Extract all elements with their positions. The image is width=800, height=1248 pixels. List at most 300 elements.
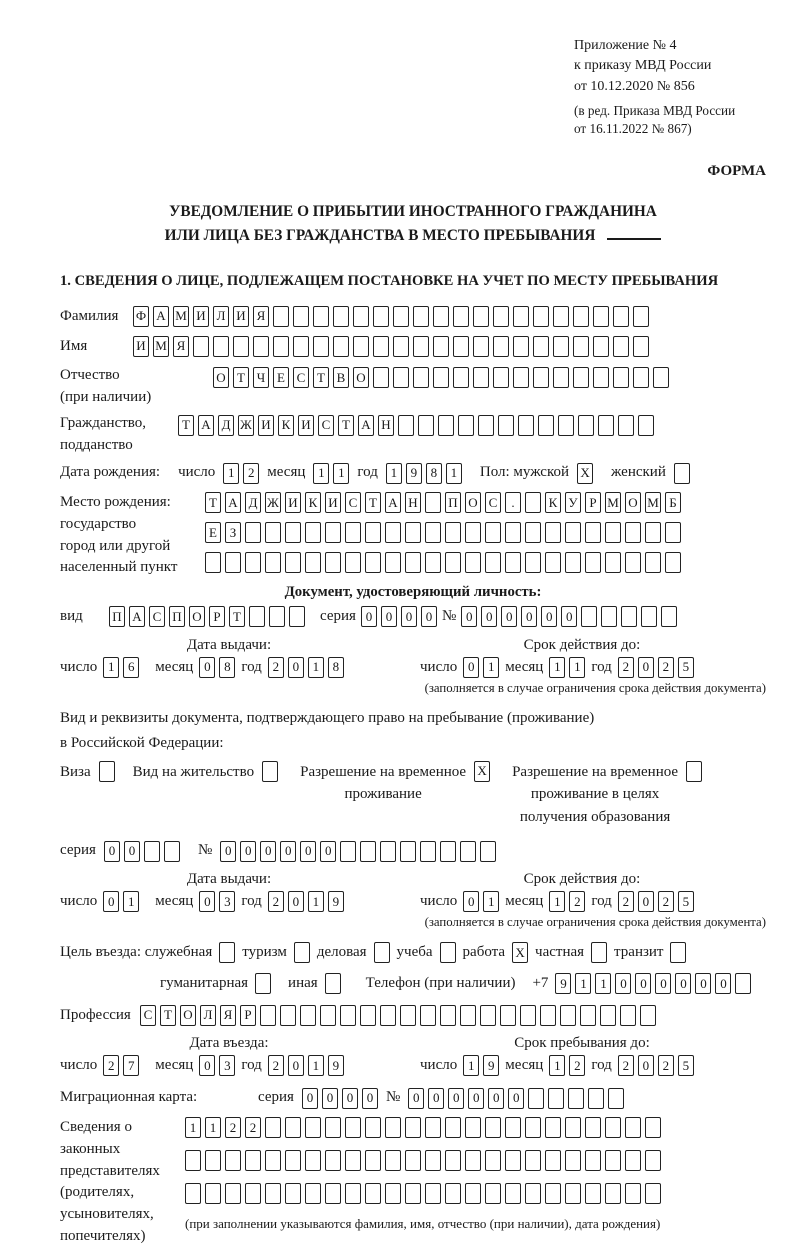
char-cell[interactable] <box>445 1117 461 1138</box>
char-cell[interactable]: 3 <box>219 1055 235 1076</box>
char-cell[interactable] <box>573 367 589 388</box>
char-cell[interactable]: Т <box>313 367 329 388</box>
char-cell[interactable]: И <box>325 492 341 513</box>
char-cell[interactable]: И <box>233 306 249 327</box>
char-cell[interactable]: И <box>133 336 149 357</box>
char-cell[interactable]: А <box>385 492 401 513</box>
char-cell[interactable]: Т <box>229 606 245 627</box>
char-cell[interactable] <box>185 1150 201 1171</box>
char-cell[interactable]: 2 <box>618 891 634 912</box>
char-cell[interactable]: 0 <box>361 606 377 627</box>
char-cell[interactable] <box>260 1005 276 1026</box>
char-cell[interactable] <box>500 1005 516 1026</box>
char-cell[interactable]: Ж <box>238 415 254 436</box>
char-cell[interactable] <box>413 367 429 388</box>
char-cell[interactable] <box>513 336 529 357</box>
char-cell[interactable] <box>600 1005 616 1026</box>
char-cell[interactable] <box>585 1117 601 1138</box>
char-cell[interactable]: Д <box>245 492 261 513</box>
char-cell[interactable]: Л <box>213 306 229 327</box>
char-cell[interactable] <box>325 1183 341 1204</box>
char-cell[interactable]: М <box>173 306 189 327</box>
char-cell[interactable] <box>480 841 496 862</box>
char-cell[interactable]: Т <box>178 415 194 436</box>
char-cell[interactable]: 0 <box>448 1088 464 1109</box>
char-cell[interactable] <box>525 552 541 573</box>
char-cell[interactable] <box>345 552 361 573</box>
char-cell[interactable] <box>425 522 441 543</box>
char-cell[interactable] <box>485 1183 501 1204</box>
char-cell[interactable]: 0 <box>342 1088 358 1109</box>
char-cell[interactable]: 0 <box>381 606 397 627</box>
char-cell[interactable] <box>405 522 421 543</box>
char-cell[interactable] <box>385 1150 401 1171</box>
char-cell[interactable] <box>313 336 329 357</box>
char-cell[interactable] <box>425 492 441 513</box>
char-cell[interactable] <box>285 1117 301 1138</box>
char-cell[interactable]: 1 <box>549 891 565 912</box>
char-cell[interactable] <box>293 306 309 327</box>
char-cell[interactable] <box>365 522 381 543</box>
char-cell[interactable] <box>545 1150 561 1171</box>
char-cell[interactable] <box>225 552 241 573</box>
char-cell[interactable]: С <box>140 1005 156 1026</box>
char-cell[interactable] <box>273 306 289 327</box>
char-cell[interactable]: . <box>505 492 521 513</box>
char-cell[interactable] <box>164 841 180 862</box>
char-cell[interactable]: О <box>189 606 205 627</box>
char-cell[interactable]: К <box>305 492 321 513</box>
char-cell[interactable] <box>585 522 601 543</box>
char-cell[interactable] <box>365 552 381 573</box>
char-cell[interactable]: 0 <box>468 1088 484 1109</box>
char-cell[interactable] <box>565 522 581 543</box>
char-cell[interactable] <box>445 522 461 543</box>
char-cell[interactable]: 2 <box>268 1055 284 1076</box>
char-cell[interactable]: 8 <box>219 657 235 678</box>
char-cell[interactable]: М <box>645 492 661 513</box>
char-cell[interactable] <box>265 1150 281 1171</box>
char-cell[interactable]: 0 <box>260 841 276 862</box>
char-cell[interactable] <box>505 1150 521 1171</box>
char-cell[interactable] <box>400 841 416 862</box>
char-cell[interactable] <box>633 306 649 327</box>
char-cell[interactable]: 2 <box>268 891 284 912</box>
char-cell[interactable]: 0 <box>508 1088 524 1109</box>
char-cell[interactable] <box>453 336 469 357</box>
char-cell[interactable]: 0 <box>501 606 517 627</box>
char-cell[interactable] <box>585 552 601 573</box>
char-cell[interactable] <box>205 552 221 573</box>
char-cell[interactable]: 0 <box>521 606 537 627</box>
char-cell[interactable] <box>588 1088 604 1109</box>
char-cell[interactable] <box>640 1005 656 1026</box>
char-cell[interactable] <box>345 1183 361 1204</box>
char-cell[interactable] <box>525 492 541 513</box>
char-cell[interactable] <box>645 1150 661 1171</box>
char-cell[interactable] <box>440 1005 456 1026</box>
char-cell[interactable]: 0 <box>461 606 477 627</box>
char-cell[interactable]: 0 <box>541 606 557 627</box>
char-cell[interactable] <box>249 606 265 627</box>
char-cell[interactable] <box>413 336 429 357</box>
char-cell[interactable] <box>385 1183 401 1204</box>
char-cell[interactable] <box>289 606 305 627</box>
checkbox-cell[interactable] <box>670 942 686 963</box>
char-cell[interactable] <box>493 367 509 388</box>
char-cell[interactable] <box>638 415 654 436</box>
char-cell[interactable]: Н <box>378 415 394 436</box>
char-cell[interactable]: 0 <box>280 841 296 862</box>
char-cell[interactable]: 1 <box>569 657 585 678</box>
char-cell[interactable]: 0 <box>322 1088 338 1109</box>
char-cell[interactable] <box>548 1088 564 1109</box>
char-cell[interactable] <box>418 415 434 436</box>
char-cell[interactable]: П <box>109 606 125 627</box>
char-cell[interactable]: 5 <box>678 657 694 678</box>
char-cell[interactable] <box>205 1183 221 1204</box>
char-cell[interactable] <box>300 1005 316 1026</box>
char-cell[interactable]: 2 <box>225 1117 241 1138</box>
char-cell[interactable] <box>405 1150 421 1171</box>
char-cell[interactable] <box>438 415 454 436</box>
char-cell[interactable] <box>505 1117 521 1138</box>
char-cell[interactable]: 5 <box>678 891 694 912</box>
char-cell[interactable] <box>420 841 436 862</box>
char-cell[interactable]: 1 <box>483 657 499 678</box>
char-cell[interactable]: 1 <box>549 1055 565 1076</box>
char-cell[interactable] <box>608 1088 624 1109</box>
char-cell[interactable]: 0 <box>428 1088 444 1109</box>
char-cell[interactable] <box>485 1150 501 1171</box>
char-cell[interactable] <box>373 306 389 327</box>
char-cell[interactable] <box>533 367 549 388</box>
char-cell[interactable] <box>485 552 501 573</box>
char-cell[interactable] <box>598 415 614 436</box>
char-cell[interactable]: О <box>353 367 369 388</box>
char-cell[interactable] <box>345 522 361 543</box>
char-cell[interactable] <box>565 552 581 573</box>
char-cell[interactable]: 0 <box>288 891 304 912</box>
char-cell[interactable] <box>593 306 609 327</box>
char-cell[interactable] <box>393 336 409 357</box>
char-cell[interactable]: С <box>318 415 334 436</box>
char-cell[interactable]: И <box>193 306 209 327</box>
char-cell[interactable]: 1 <box>595 973 611 994</box>
char-cell[interactable] <box>613 306 629 327</box>
char-cell[interactable] <box>480 1005 496 1026</box>
char-cell[interactable] <box>605 552 621 573</box>
char-cell[interactable] <box>185 1183 201 1204</box>
char-cell[interactable] <box>593 367 609 388</box>
char-cell[interactable]: 0 <box>715 973 731 994</box>
char-cell[interactable]: С <box>149 606 165 627</box>
char-cell[interactable]: И <box>285 492 301 513</box>
char-cell[interactable]: 1 <box>185 1117 201 1138</box>
char-cell[interactable] <box>525 522 541 543</box>
char-cell[interactable] <box>565 1150 581 1171</box>
char-cell[interactable] <box>305 552 321 573</box>
char-cell[interactable]: К <box>545 492 561 513</box>
char-cell[interactable] <box>621 606 637 627</box>
char-cell[interactable] <box>400 1005 416 1026</box>
char-cell[interactable]: Я <box>173 336 189 357</box>
char-cell[interactable] <box>373 336 389 357</box>
char-cell[interactable] <box>265 522 281 543</box>
char-cell[interactable] <box>325 1150 341 1171</box>
char-cell[interactable] <box>465 1150 481 1171</box>
char-cell[interactable] <box>735 973 751 994</box>
char-cell[interactable]: Ч <box>253 367 269 388</box>
char-cell[interactable] <box>553 367 569 388</box>
char-cell[interactable]: Я <box>253 306 269 327</box>
char-cell[interactable]: К <box>278 415 294 436</box>
char-cell[interactable]: С <box>293 367 309 388</box>
char-cell[interactable]: О <box>213 367 229 388</box>
char-cell[interactable] <box>645 1183 661 1204</box>
char-cell[interactable]: А <box>129 606 145 627</box>
char-cell[interactable]: 1 <box>223 463 239 484</box>
char-cell[interactable] <box>568 1088 584 1109</box>
char-cell[interactable] <box>213 336 229 357</box>
checkbox-cell[interactable] <box>686 761 702 782</box>
char-cell[interactable] <box>605 1117 621 1138</box>
char-cell[interactable]: 0 <box>408 1088 424 1109</box>
char-cell[interactable] <box>373 367 389 388</box>
char-cell[interactable]: Н <box>405 492 421 513</box>
char-cell[interactable] <box>465 522 481 543</box>
char-cell[interactable]: 0 <box>320 841 336 862</box>
char-cell[interactable]: А <box>198 415 214 436</box>
checkbox-cell[interactable] <box>262 761 278 782</box>
char-cell[interactable]: 0 <box>199 1055 215 1076</box>
char-cell[interactable]: 0 <box>695 973 711 994</box>
char-cell[interactable]: 6 <box>123 657 139 678</box>
char-cell[interactable]: 9 <box>406 463 422 484</box>
char-cell[interactable]: 0 <box>362 1088 378 1109</box>
char-cell[interactable]: Т <box>338 415 354 436</box>
char-cell[interactable] <box>360 1005 376 1026</box>
checkbox-cell[interactable]: X <box>474 761 490 782</box>
char-cell[interactable] <box>245 1183 261 1204</box>
char-cell[interactable] <box>393 306 409 327</box>
char-cell[interactable]: У <box>565 492 581 513</box>
char-cell[interactable] <box>625 552 641 573</box>
char-cell[interactable] <box>533 336 549 357</box>
char-cell[interactable] <box>245 522 261 543</box>
char-cell[interactable] <box>565 1117 581 1138</box>
char-cell[interactable]: 1 <box>205 1117 221 1138</box>
char-cell[interactable] <box>285 522 301 543</box>
char-cell[interactable] <box>193 336 209 357</box>
char-cell[interactable]: 8 <box>328 657 344 678</box>
char-cell[interactable]: 9 <box>483 1055 499 1076</box>
checkbox-cell[interactable] <box>99 761 115 782</box>
char-cell[interactable]: 0 <box>288 1055 304 1076</box>
char-cell[interactable] <box>560 1005 576 1026</box>
char-cell[interactable]: Р <box>585 492 601 513</box>
char-cell[interactable]: А <box>225 492 241 513</box>
char-cell[interactable] <box>665 522 681 543</box>
char-cell[interactable]: Я <box>220 1005 236 1026</box>
char-cell[interactable]: 0 <box>675 973 691 994</box>
char-cell[interactable] <box>380 1005 396 1026</box>
char-cell[interactable] <box>478 415 494 436</box>
char-cell[interactable] <box>553 336 569 357</box>
char-cell[interactable] <box>233 336 249 357</box>
char-cell[interactable]: 0 <box>488 1088 504 1109</box>
char-cell[interactable]: И <box>258 415 274 436</box>
char-cell[interactable] <box>645 552 661 573</box>
checkbox-cell[interactable]: X <box>577 463 593 484</box>
char-cell[interactable] <box>533 306 549 327</box>
char-cell[interactable] <box>340 1005 356 1026</box>
char-cell[interactable] <box>245 552 261 573</box>
char-cell[interactable] <box>320 1005 336 1026</box>
char-cell[interactable]: 2 <box>618 657 634 678</box>
char-cell[interactable]: 0 <box>463 657 479 678</box>
char-cell[interactable]: 2 <box>243 463 259 484</box>
checkbox-cell[interactable] <box>440 942 456 963</box>
char-cell[interactable] <box>425 1117 441 1138</box>
char-cell[interactable] <box>528 1088 544 1109</box>
char-cell[interactable]: 1 <box>308 657 324 678</box>
char-cell[interactable] <box>413 306 429 327</box>
char-cell[interactable] <box>625 522 641 543</box>
char-cell[interactable] <box>405 1183 421 1204</box>
char-cell[interactable] <box>445 1150 461 1171</box>
char-cell[interactable]: Е <box>205 522 221 543</box>
char-cell[interactable] <box>285 1150 301 1171</box>
char-cell[interactable]: 0 <box>300 841 316 862</box>
char-cell[interactable] <box>273 336 289 357</box>
char-cell[interactable]: М <box>605 492 621 513</box>
char-cell[interactable]: И <box>298 415 314 436</box>
char-cell[interactable]: 0 <box>103 891 119 912</box>
char-cell[interactable] <box>380 841 396 862</box>
char-cell[interactable]: 0 <box>615 973 631 994</box>
char-cell[interactable]: 1 <box>386 463 402 484</box>
checkbox-cell[interactable] <box>219 942 235 963</box>
char-cell[interactable] <box>505 552 521 573</box>
char-cell[interactable]: П <box>445 492 461 513</box>
char-cell[interactable]: 1 <box>333 463 349 484</box>
char-cell[interactable]: 2 <box>103 1055 119 1076</box>
char-cell[interactable] <box>293 336 309 357</box>
char-cell[interactable] <box>465 552 481 573</box>
char-cell[interactable] <box>345 1117 361 1138</box>
char-cell[interactable] <box>280 1005 296 1026</box>
char-cell[interactable]: З <box>225 522 241 543</box>
char-cell[interactable] <box>445 552 461 573</box>
checkbox-cell[interactable] <box>325 973 341 994</box>
char-cell[interactable]: 0 <box>288 657 304 678</box>
checkbox-cell[interactable] <box>255 973 271 994</box>
char-cell[interactable]: Р <box>240 1005 256 1026</box>
char-cell[interactable]: Т <box>233 367 249 388</box>
char-cell[interactable] <box>540 1005 556 1026</box>
char-cell[interactable] <box>333 306 349 327</box>
char-cell[interactable]: 0 <box>463 891 479 912</box>
char-cell[interactable] <box>445 1183 461 1204</box>
char-cell[interactable] <box>385 1117 401 1138</box>
char-cell[interactable]: 0 <box>561 606 577 627</box>
char-cell[interactable] <box>485 522 501 543</box>
char-cell[interactable] <box>225 1150 241 1171</box>
char-cell[interactable] <box>613 367 629 388</box>
char-cell[interactable]: 0 <box>220 841 236 862</box>
char-cell[interactable] <box>453 367 469 388</box>
char-cell[interactable] <box>465 1117 481 1138</box>
char-cell[interactable] <box>625 1117 641 1138</box>
char-cell[interactable] <box>365 1117 381 1138</box>
char-cell[interactable] <box>398 415 414 436</box>
char-cell[interactable] <box>585 1183 601 1204</box>
char-cell[interactable]: П <box>169 606 185 627</box>
char-cell[interactable]: Ж <box>265 492 281 513</box>
checkbox-cell[interactable]: X <box>512 942 528 963</box>
char-cell[interactable]: 0 <box>199 657 215 678</box>
char-cell[interactable]: Т <box>365 492 381 513</box>
char-cell[interactable] <box>493 306 509 327</box>
char-cell[interactable] <box>601 606 617 627</box>
char-cell[interactable] <box>625 1183 641 1204</box>
char-cell[interactable]: 2 <box>268 657 284 678</box>
char-cell[interactable] <box>661 606 677 627</box>
char-cell[interactable]: 1 <box>463 1055 479 1076</box>
char-cell[interactable] <box>485 1117 501 1138</box>
char-cell[interactable] <box>493 336 509 357</box>
char-cell[interactable]: 0 <box>302 1088 318 1109</box>
char-cell[interactable]: Л <box>200 1005 216 1026</box>
char-cell[interactable]: 0 <box>638 657 654 678</box>
char-cell[interactable] <box>585 1150 601 1171</box>
char-cell[interactable]: 8 <box>426 463 442 484</box>
char-cell[interactable]: Т <box>205 492 221 513</box>
char-cell[interactable] <box>425 552 441 573</box>
char-cell[interactable]: Е <box>273 367 289 388</box>
char-cell[interactable] <box>565 1183 581 1204</box>
char-cell[interactable]: 2 <box>658 891 674 912</box>
char-cell[interactable] <box>340 841 356 862</box>
char-cell[interactable] <box>558 415 574 436</box>
char-cell[interactable] <box>605 1150 621 1171</box>
char-cell[interactable]: Д <box>218 415 234 436</box>
char-cell[interactable]: Р <box>209 606 225 627</box>
char-cell[interactable] <box>253 336 269 357</box>
char-cell[interactable]: 0 <box>401 606 417 627</box>
char-cell[interactable] <box>465 1183 481 1204</box>
char-cell[interactable] <box>538 415 554 436</box>
char-cell[interactable]: 1 <box>103 657 119 678</box>
char-cell[interactable] <box>385 552 401 573</box>
char-cell[interactable]: О <box>465 492 481 513</box>
char-cell[interactable] <box>625 1150 641 1171</box>
char-cell[interactable] <box>645 522 661 543</box>
char-cell[interactable] <box>573 336 589 357</box>
char-cell[interactable]: 9 <box>555 973 571 994</box>
char-cell[interactable] <box>505 522 521 543</box>
char-cell[interactable] <box>265 1183 281 1204</box>
char-cell[interactable]: В <box>333 367 349 388</box>
char-cell[interactable]: 7 <box>123 1055 139 1076</box>
char-cell[interactable] <box>613 336 629 357</box>
char-cell[interactable]: 0 <box>240 841 256 862</box>
char-cell[interactable]: 1 <box>313 463 329 484</box>
char-cell[interactable] <box>460 1005 476 1026</box>
char-cell[interactable]: 1 <box>123 891 139 912</box>
char-cell[interactable]: 0 <box>421 606 437 627</box>
